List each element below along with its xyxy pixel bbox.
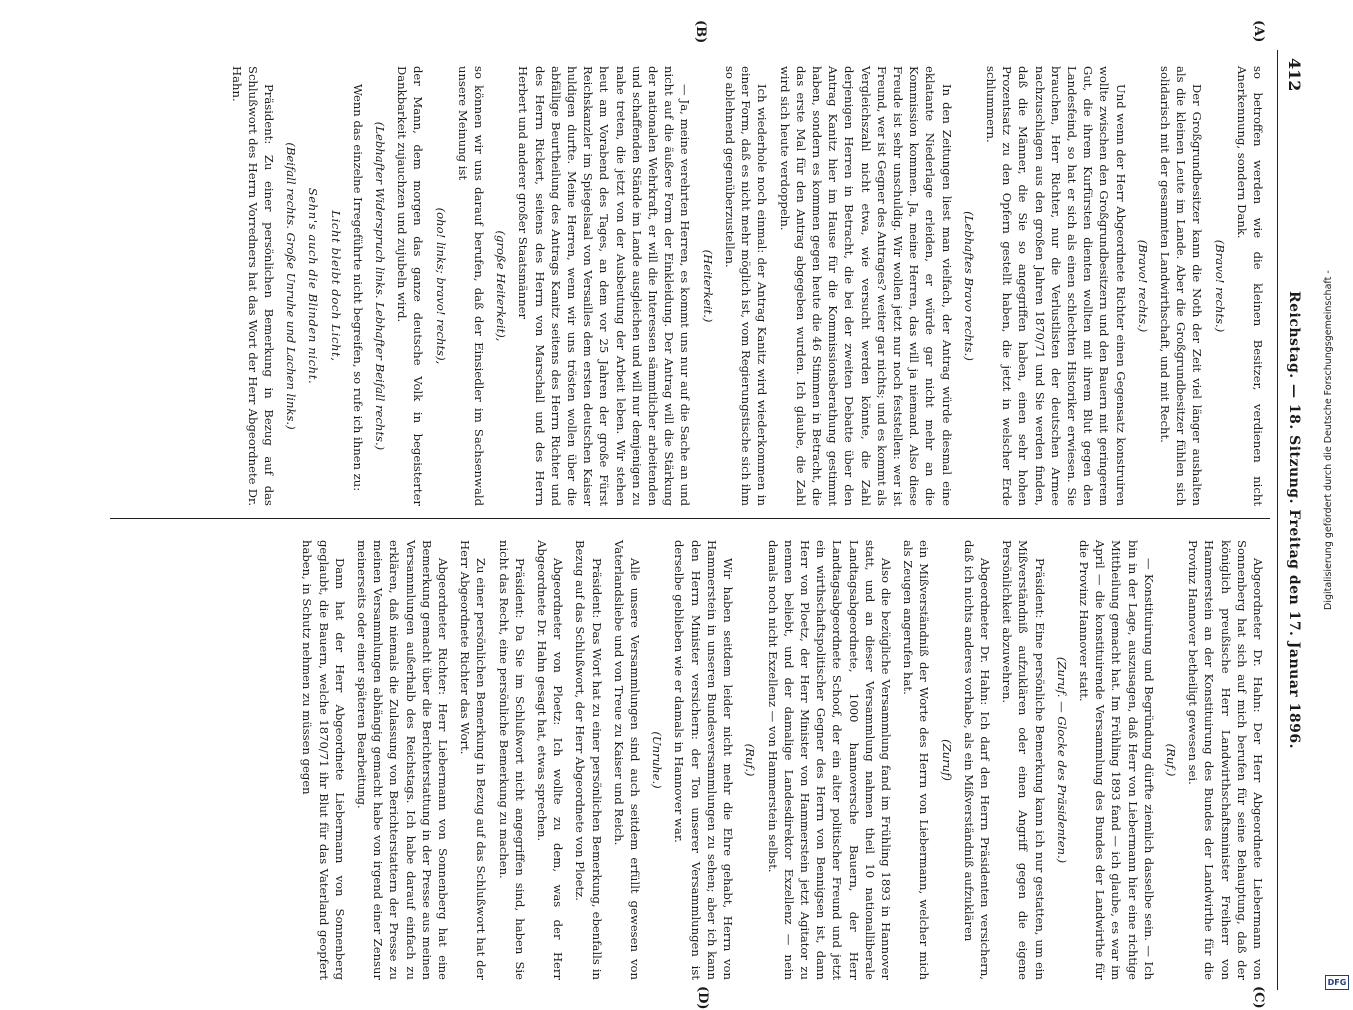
dfg-logo: DFG xyxy=(1325,975,1349,990)
stage-direction: (Bravo! rechts.) xyxy=(1135,239,1150,333)
left-column xyxy=(222,66,1266,506)
stage-direction: (Zuruf. — Glocke des Präsidenten.) xyxy=(1054,656,1069,864)
right-column xyxy=(293,540,1266,980)
paragraph: Und wenn der Herr Abgeordnete Richter einen Gegensatz konstruiren wollte zwischen den Großgrundbesitzern und den Bauern mit geringerem Gut, die ihrem Kurfürsten dienten wollten mit ihrem Blut gegen den Landesfeind, so hat er sich als einen schlechten Historiker erwiesen. Sie brauchen, Herr Richter, nur die Verlustlisten der deutschen Armee nachzuschlagen aus den großen Jahren 1870/71 und Sie werden finden, daß die Männer, die Sie so angegriffen haben, einen sehr hohen Prozentsatz zu den Opfern gestellt haben, die jetzt in welscher Erde schlummern. xyxy=(983,66,1128,506)
paragraph: Präsident: Eine persönliche Bemerkung kann ich nur gestatten, um ein Mißverständniß aufzuklären oder einen Angriff gegen die eigene Persönlichkeit abzuwehren. xyxy=(1000,540,1047,980)
stage-direction: (Beifall rechts. Große Unruhe und Lachen links.) xyxy=(284,142,299,430)
paragraph: Wenn das einzelne Irregeführte nicht begreifen, so rufe ich ihnen zu: xyxy=(350,84,365,492)
stage-direction: (Lebhafter Widerspruch links. Lebhafter Beifall rechts.) xyxy=(373,121,388,451)
stage-direction: (Lebhaftes Bravo rechts.) xyxy=(961,211,976,361)
margin-marker-b: (B) xyxy=(693,20,708,44)
paragraph: Abgeordneter Dr. Hahn: Ich darf den Herrn Präsidenten versichern, daß ich nichts anderes vorhabe, als ein Mißverständniß aufzuklären xyxy=(961,540,992,980)
paragraph: Präsident: Da Sie im Schlußwort nicht angegriffen sind, haben Sie nicht das Recht, eine persönliche Bemerkung zu machen. xyxy=(496,540,527,980)
paragraph: Ich wiederhole noch einmal: der Antrag Kanitz wird wiederkommen in einer Form, daß es nicht mehr möglich ist, vom Regierungstische sich ihm so ablehnend gegenüberzustellen. xyxy=(722,66,770,506)
paragraph: Zu einer persönlichen Bemerkung in Bezug auf das Schlußwort hat der Herr Abgeordnete Richter das Wort. xyxy=(458,540,489,980)
running-title: Reichstag. — 18. Sitzung. Freitag den 17. Januar 1896. xyxy=(1286,290,1302,750)
column-divider xyxy=(110,518,1270,519)
verse-line: Sehn's auch die Blinden nicht. xyxy=(306,187,321,385)
stage-direction: (Unruhe.) xyxy=(650,731,665,789)
paragraph: Abgeordneter Dr. Hahn: Der Herr Abgeordnete Liebermann von Sonnenberg hat sich auf mich berufen für seine Behauptung, daß der königlich preußische Herr Landwirthschaftsminister Freiherr von Hammerstein an der Konstituirung des Bundes der Landwirthe für die Provinz Hannover betheiligt gewesen sei. xyxy=(1186,540,1265,980)
paragraph: Wir haben seitdem leider nicht mehr die Ehre gehabt, Herrn von Hammerstein in unseren Bundesversammlungen zu sehen; aber ich kann den Herrn Minister versichern: der Ton unserer Versammlungen ist derselbe geblieben wie er damals in Hannover war. xyxy=(672,540,736,980)
scanned-page xyxy=(80,20,1310,1010)
paragraph: Der Großgrundbesitzer kann die Noth der Zeit viel länger aushalten als die kleinen Leute im Lande. Aber die Großgrundbesitzer fühlen sich solidarisch mit der gesammten Landwirthschaft, und mit Recht. xyxy=(1157,66,1205,506)
stage-direction: (Ruf.) xyxy=(1163,743,1178,777)
stage-direction: (Zuruf) xyxy=(939,739,954,781)
stage-direction: (Bravo! rechts.) xyxy=(1212,239,1227,333)
paragraph: Abgeordneter von Ploetz: Ich wollte zu dem, was der Herr Abgeordnete Dr. Hahn gesagt hat, etwas sprechen. xyxy=(535,540,566,980)
paragraph: — Ja, meine verehrten Herren, es kommt uns nur auf die Sache an und nicht auf die äußere Form der Einkleidung. Der Antrag will die Stärkung der nationalen Wehrkraft, er will die Interessen sämmtlicher arbeitenden und schaffenden Stände im Lande ausgleichen und will nur demjenigen zu nahe treten, die jetzt von der Ausbeutung der Arbeit leben. Wir stehen heut am Vorabend des Tages, an dem vor 25 Jahren der große Fürst Reichskanzler im Spiegelsaal von Versailles dem ersten deutschen Kaiser huldigen durfte. Meine Herren, wenn wir uns trösten wollen über die abfällige Beurtheilung des Antrags Kanitz seitens des Herrn Richter und des Herrn Rickert, seitens des Herrn von Marschall und des Herrn Herbert und anderer großer Staatsmänner xyxy=(516,66,693,506)
paragraph: so betroffen werden wie die kleinen Besitzer, verdienen nicht Anerkennung, sondern Dank. xyxy=(1234,66,1265,506)
digitization-note: Digitalisierung gefördert durch die Deutsche Forschungsgemeinschaft - xyxy=(1323,270,1334,610)
stage-direction: (Heiterkeit.) xyxy=(700,249,715,323)
paragraph: ein Mißverständniß der Worte des Herrn von Liebermann, welcher mich als Zeugen angerufen hat. xyxy=(901,540,932,980)
margin-marker-c: (C) xyxy=(1251,986,1266,1009)
paragraph: Präsident: Zu einer persönlichen Bemerkung in Bezug auf das Schlußwort des Herrn Vorredners hat das Wort der Herr Abgeordnete Dr. Hahn. xyxy=(229,66,277,506)
paragraph: Abgeordneter Richter: Herr Liebermann von Sonnenberg hat eine Bemerkung gemacht über die Berichterstattung in der Presse aus meinen Versammlungen außerhalb des Reichstags. Ich habe darauf einfach zu erklären, daß niemals die Zulassung von Berichterstattern der Presse zu meinen Versammlungen abhängig gemacht habe von irgend einer Zensur meinerseits oder einer späteren Bearbeitung. xyxy=(355,540,451,980)
paragraph: Dann hat der Herr Abgeordnete Liebermann von Sonnenberg geglaubt, die Bauern, welche 1870/71 ihr Blut für das Vaterland geopfert haben, in Schutz nehmen zu müssen gegen xyxy=(300,540,347,980)
margin-marker-a: (A) xyxy=(1251,20,1266,43)
paragraph: der Mann, dem morgen das ganze deutsche Volk in begeisterter Dankbarkeit zujauchzen und zujubeln wird. xyxy=(395,66,426,506)
header-rule xyxy=(1277,50,1278,990)
verse-line: Licht bleibt doch Licht, xyxy=(328,210,343,362)
page-header xyxy=(1276,40,1310,1000)
paragraph: Präsident: Das Wort hat zu einer persönlichen Bemerkung, ebenfalls in Bezug auf das Schlußwort, der Herr Abgeordnete von Ploetz. xyxy=(573,540,604,980)
paragraph: — Konstituirung und Begründung dürfte ziemlich dasselbe sein. — Ich bin in der Lage, auszusagen, daß Herr von Liebermann hier eine richtige Mittheilung gemacht hat. Im Frühling 1893 fand — ich glaube, es war im April — die konstituirende Versammlung des Bundes der Landwirthe für die Provinz Hannover statt. xyxy=(1076,540,1156,980)
stage-direction: (oho! links; bravo! rechts), xyxy=(433,207,448,365)
paragraph: In den Zeitungen liest man vielfach, der Antrag würde diesmal eine eklatante Niederlage erleiden, er würde gar nicht mehr an die Kommission kommen. Ja, meine Herren, das will ja niemand. Also diese Freude ist sehr unschuldig. Wir wollen jetzt nur noch feststellen: wer ist Freund, wer ist Gegner des Antrages? weiter gar nichts; und es kommt als Vergleichszahl nicht etwa, wie versucht werden könnte, die Zahl derjenigen Herren in Betracht, die bei der zweiten Debatte über den Antrag Kanitz hier im Hause für die Kommissionsberathung gestimmt haben, sondern es kommen gegen heute die 46 Stimmen in Betracht, die das erste Mal für den Antrag abgegeben wurden. Ich glaube, die Zahl wird sich heute verdoppeln. xyxy=(777,66,954,506)
stage-direction: (Ruf.) xyxy=(743,743,758,777)
margin-marker-d: (D) xyxy=(695,986,710,1010)
page-number: 412 xyxy=(1285,58,1304,92)
paragraph: Alle unsere Versammlungen sind auch seitdem erfüllt gewesen von Vaterlandsliebe und von Treue zu Kaiser und Reich. xyxy=(611,540,643,980)
stage-direction: (große Heiterkeit), xyxy=(494,230,509,342)
paragraph: Also die bezügliche Versammlung fand im Frühling 1893 in Hannover statt, und an dieser Versammlung nahmen theil 10 nationalliberale Landtagsabgeordnete, 1000 hannoversche Bauern, der Herr Landtagsabgeordnete Schoof, der ein alter politischer Freund und jetzt ein wirthschaftspolitischer Gegner des Herrn von Bennigsen ist, dann Herr von Ploetz, der Herr Minister von Hammerstein jetzt Agitator zu nennen beliebt, und der damalige Landesdirektor Exzellenz — nein damals noch nicht Exzellenz — von Hammerstein selbst. xyxy=(765,540,893,980)
paragraph: so können wir uns darauf berufen, daß der Einsiedler im Sachsenwald unsere Meinung ist xyxy=(455,66,487,506)
